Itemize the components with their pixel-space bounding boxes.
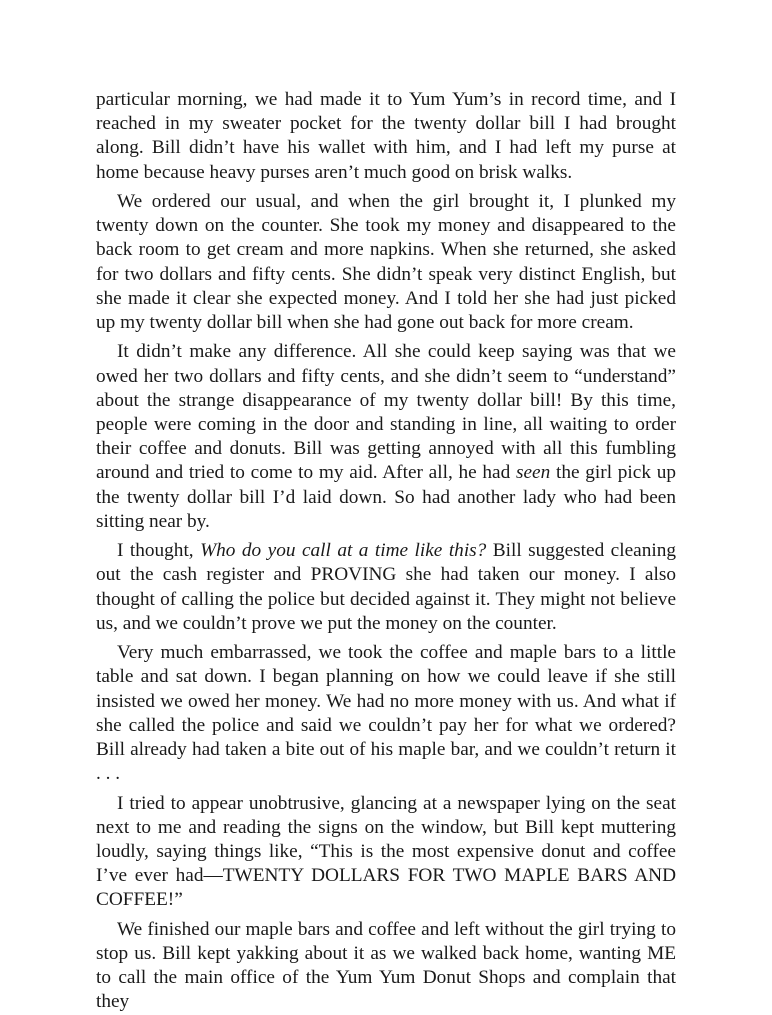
text-run: particular morning, we had made it to Yum Yum’s in record time, and I reached in my sweater pocket for the twenty dollar bill I had brought along. Bill didn’t have his wallet with him, and I had left my purse at home because heavy purses aren’t much good on brisk walks. [96,89,676,183]
italic-text-run: seen [516,462,551,484]
paragraph-1 [96,88,676,185]
paragraph-7 [96,918,676,1015]
text-run: It didn’t make any difference. All she could keep saying was that we owed her two dollars and fifty cents, and she didn’t seem to “understand” about the strange disappearance of my twenty dollar bill! By this time, people were coming in the door and standing in line, all waiting to order their coffee and donuts. Bill was getting annoyed with all this fumbling around and tried to come to my aid. After all, he had [96,341,676,484]
text-run: the girl pick up the twenty dollar bill I’d laid down. So had another lady who had been sitting near by. [96,462,676,532]
paragraph-2 [96,190,676,335]
text-run: I thought, [117,540,201,562]
text-run: I tried to appear unobtrusive, glancing at a newspaper lying on the seat next to me and reading the signs on the window, but Bill kept muttering loudly, saying things like, “This is the most expensive donut and coffee I’ve ever had—TWENTY DOLLARS FOR TWO MAPLE BARS AND COFFEE!” [96,792,676,911]
text-run: Very much embarrassed, we took the coffee and maple bars to a little table and sat down. I began planning on how we could leave if she still insisted we owed her money. We had no more money with us. And what if she called the police and said we couldn’t pay her for what we ordered? Bill already had taken a bite out of his maple bar, and we couldn’t return it . . . [96,642,676,785]
document-page [96,88,676,1015]
paragraph-3 [96,340,676,534]
text-run: Bill suggested cleaning out the cash register and PROVING she had taken our money. I also thought of calling the police but decided against it. They might not believe us, and we couldn’t prove we put the money on the counter. [96,540,676,634]
paragraph-5 [96,641,676,786]
paragraph-4 [96,539,676,636]
paragraph-6 [96,792,676,913]
text-run: We finished our maple bars and coffee and left without the girl trying to stop us. Bill kept yakking about it as we walked back home, wanting ME to call the main office of the Yum Yum Donut Shops and complain that they [96,918,676,1013]
italic-text-run: Who do you call at a time like this? [200,540,487,562]
text-run: We ordered our usual, and when the girl brought it, I plunked my twenty down on the counter. She took my money and disappeared to the back room to get cream and more napkins. When she returned, she asked for two dollars and fifty cents. She didn’t speak very distinct English, but she made it clear she expected money. And I told her she had just picked up my twenty dollar bill when she had gone out back for more cream. [96,191,676,334]
